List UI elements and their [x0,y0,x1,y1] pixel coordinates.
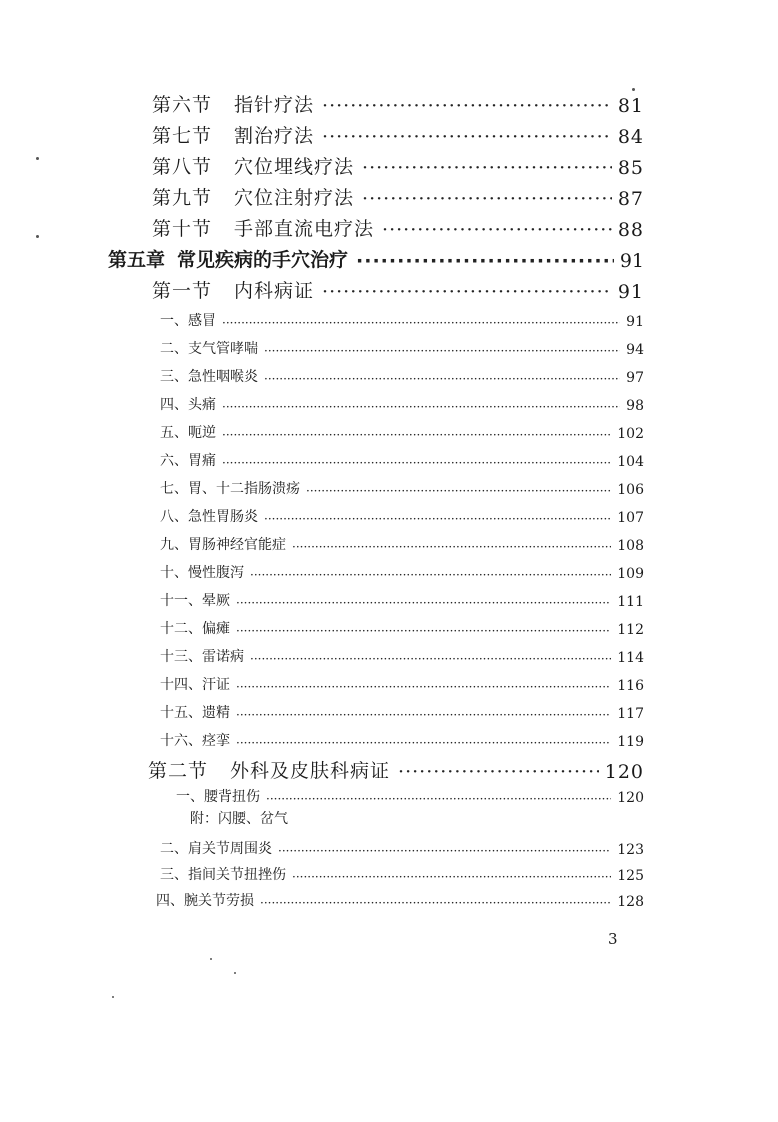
dot-leader [382,219,612,241]
toc-entry-item [160,618,644,638]
entry-page: 84 [617,126,644,148]
dot-leader [264,512,611,526]
dot-leader [362,157,612,179]
toc-entry-item [160,730,644,750]
toc-entry-item [160,674,644,694]
entry-page: 125 [617,868,644,884]
entry-title: 外科及皮肤科病证 [230,760,391,782]
entry-title: 二、支气管哮喘 [160,341,258,357]
entry-title: 八、急性胃肠炎 [160,509,258,525]
dot-leader [250,568,611,582]
dot-leader [236,596,611,610]
entry-title: 四、腕关节劳损 [156,893,254,909]
toc-entry-section [152,214,644,241]
entry-page: 106 [617,482,644,498]
dot-leader [222,400,620,414]
entry-page: 116 [617,678,644,694]
toc-entry-item [160,366,644,386]
toc-entry-section [152,121,644,148]
toc-entry-item [160,478,644,498]
entry-page: 88 [617,219,644,241]
entry-title: 十一、晕厥 [160,593,230,609]
dot-leader [264,344,620,358]
toc-entry-item [160,590,644,610]
entry-title: 十六、痉挛 [160,733,230,749]
toc-entry-item [160,864,644,884]
entry-label: 第九节 [152,187,213,209]
scan-speck [234,972,236,974]
entry-page: 98 [626,398,644,414]
entry-page: 104 [617,454,644,470]
scan-speck [632,88,635,91]
entry-page: 85 [617,157,644,179]
entry-title: 六、胃痛 [160,453,216,469]
dot-leader [322,281,612,303]
toc-entry-item [160,338,644,358]
entry-page: 111 [617,594,644,610]
entry-page: 120 [604,761,644,783]
entry-title: 穴位埋线疗法 [234,156,355,178]
scan-speck [36,157,39,160]
entry-title: 三、急性咽喉炎 [160,369,258,385]
entry-label: 第六节 [152,94,213,116]
entry-title: 二、肩关节周围炎 [160,841,272,857]
dot-leader [260,896,611,910]
entry-title: 十、慢性腹泻 [160,565,244,581]
dot-leader [306,484,611,498]
entry-page: 123 [617,842,644,858]
dot-leader [322,126,612,148]
entry-title: 九、胃肠神经官能症 [160,537,286,553]
entry-title: 割治疗法 [234,125,315,147]
entry-page: 94 [626,342,644,358]
entry-title: 四、头痛 [160,397,216,413]
dot-leader [236,624,611,638]
entry-page: 108 [617,538,644,554]
entry-page: 97 [626,370,644,386]
toc-entry-chapter [108,245,644,272]
dot-leader [236,680,611,694]
entry-title: 指针疗法 [234,94,315,116]
dot-leader [222,456,611,470]
entry-title: 十三、雷诺病 [160,649,244,665]
scan-speck [112,996,114,998]
dot-leader [236,736,611,750]
entry-page: 81 [617,95,644,117]
dot-leader [292,870,611,884]
entry-page: 114 [617,650,644,666]
entry-label: 第五章 [108,249,166,271]
entry-title: 十四、汗证 [160,677,230,693]
toc-entry-item [176,786,644,806]
toc-entry-item [160,310,644,330]
entry-title: 三、指间关节扭挫伤 [160,867,286,883]
entry-page: 102 [617,426,644,442]
entry-page: 128 [617,894,644,910]
page-number: 3 [608,930,618,948]
entry-label: 第七节 [152,125,213,147]
toc-entry-item [160,646,644,666]
toc-entry-item [160,534,644,554]
toc-entry-item [156,890,644,910]
toc-entry-item [160,702,644,722]
entry-title: 十二、偏瘫 [160,621,230,637]
toc-entry-item [160,450,644,470]
dot-leader [356,250,614,272]
toc-entry-item [160,394,644,414]
entry-page: 87 [617,188,644,210]
entry-label: 第十节 [152,218,213,240]
entry-page: 91 [619,250,644,272]
entry-title: 五、呃逆 [160,425,216,441]
entry-title: 十五、遗精 [160,705,230,721]
dot-leader [264,372,620,386]
entry-page: 109 [617,566,644,582]
entry-page: 120 [617,790,644,806]
toc-entry-item [160,562,644,582]
entry-title: 一、腰背扭伤 [176,789,260,805]
entry-title: 穴位注射疗法 [234,187,355,209]
toc-entry-section [152,90,644,117]
dot-leader [266,792,611,806]
entry-page: 107 [617,510,644,526]
dot-leader [278,844,611,858]
dot-leader [292,540,611,554]
entry-page: 119 [617,734,644,750]
dot-leader [222,316,620,330]
entry-title: 七、胃、十二指肠溃疡 [160,481,300,497]
toc-entry-section [152,276,644,303]
dot-leader [398,761,599,783]
toc-entry-item [160,506,644,526]
toc-entry-section [152,152,644,179]
entry-label: 第二节 [148,760,209,782]
entry-page: 117 [617,706,644,722]
entry-page: 91 [617,281,644,303]
toc-note: 附：闪腰、岔气 [190,811,288,827]
dot-leader [250,652,611,666]
entry-title: 内科病证 [234,280,315,302]
dot-leader [322,95,612,117]
dot-leader [236,708,611,722]
toc-entry-section [152,183,644,210]
entry-page: 112 [617,622,644,638]
scan-speck [36,235,39,238]
entry-title: 一、感冒 [160,313,216,329]
entry-label: 第一节 [152,280,213,302]
toc-entry-section [148,756,644,783]
toc-entry-item [160,422,644,442]
entry-page: 91 [626,314,644,330]
entry-title: 常见疾病的手穴治疗 [177,249,349,271]
dot-leader [362,188,612,210]
entry-title: 手部直流电疗法 [234,218,375,240]
toc-entry-item [160,838,644,858]
scan-speck [210,958,212,960]
entry-label: 第八节 [152,156,213,178]
dot-leader [222,428,611,442]
